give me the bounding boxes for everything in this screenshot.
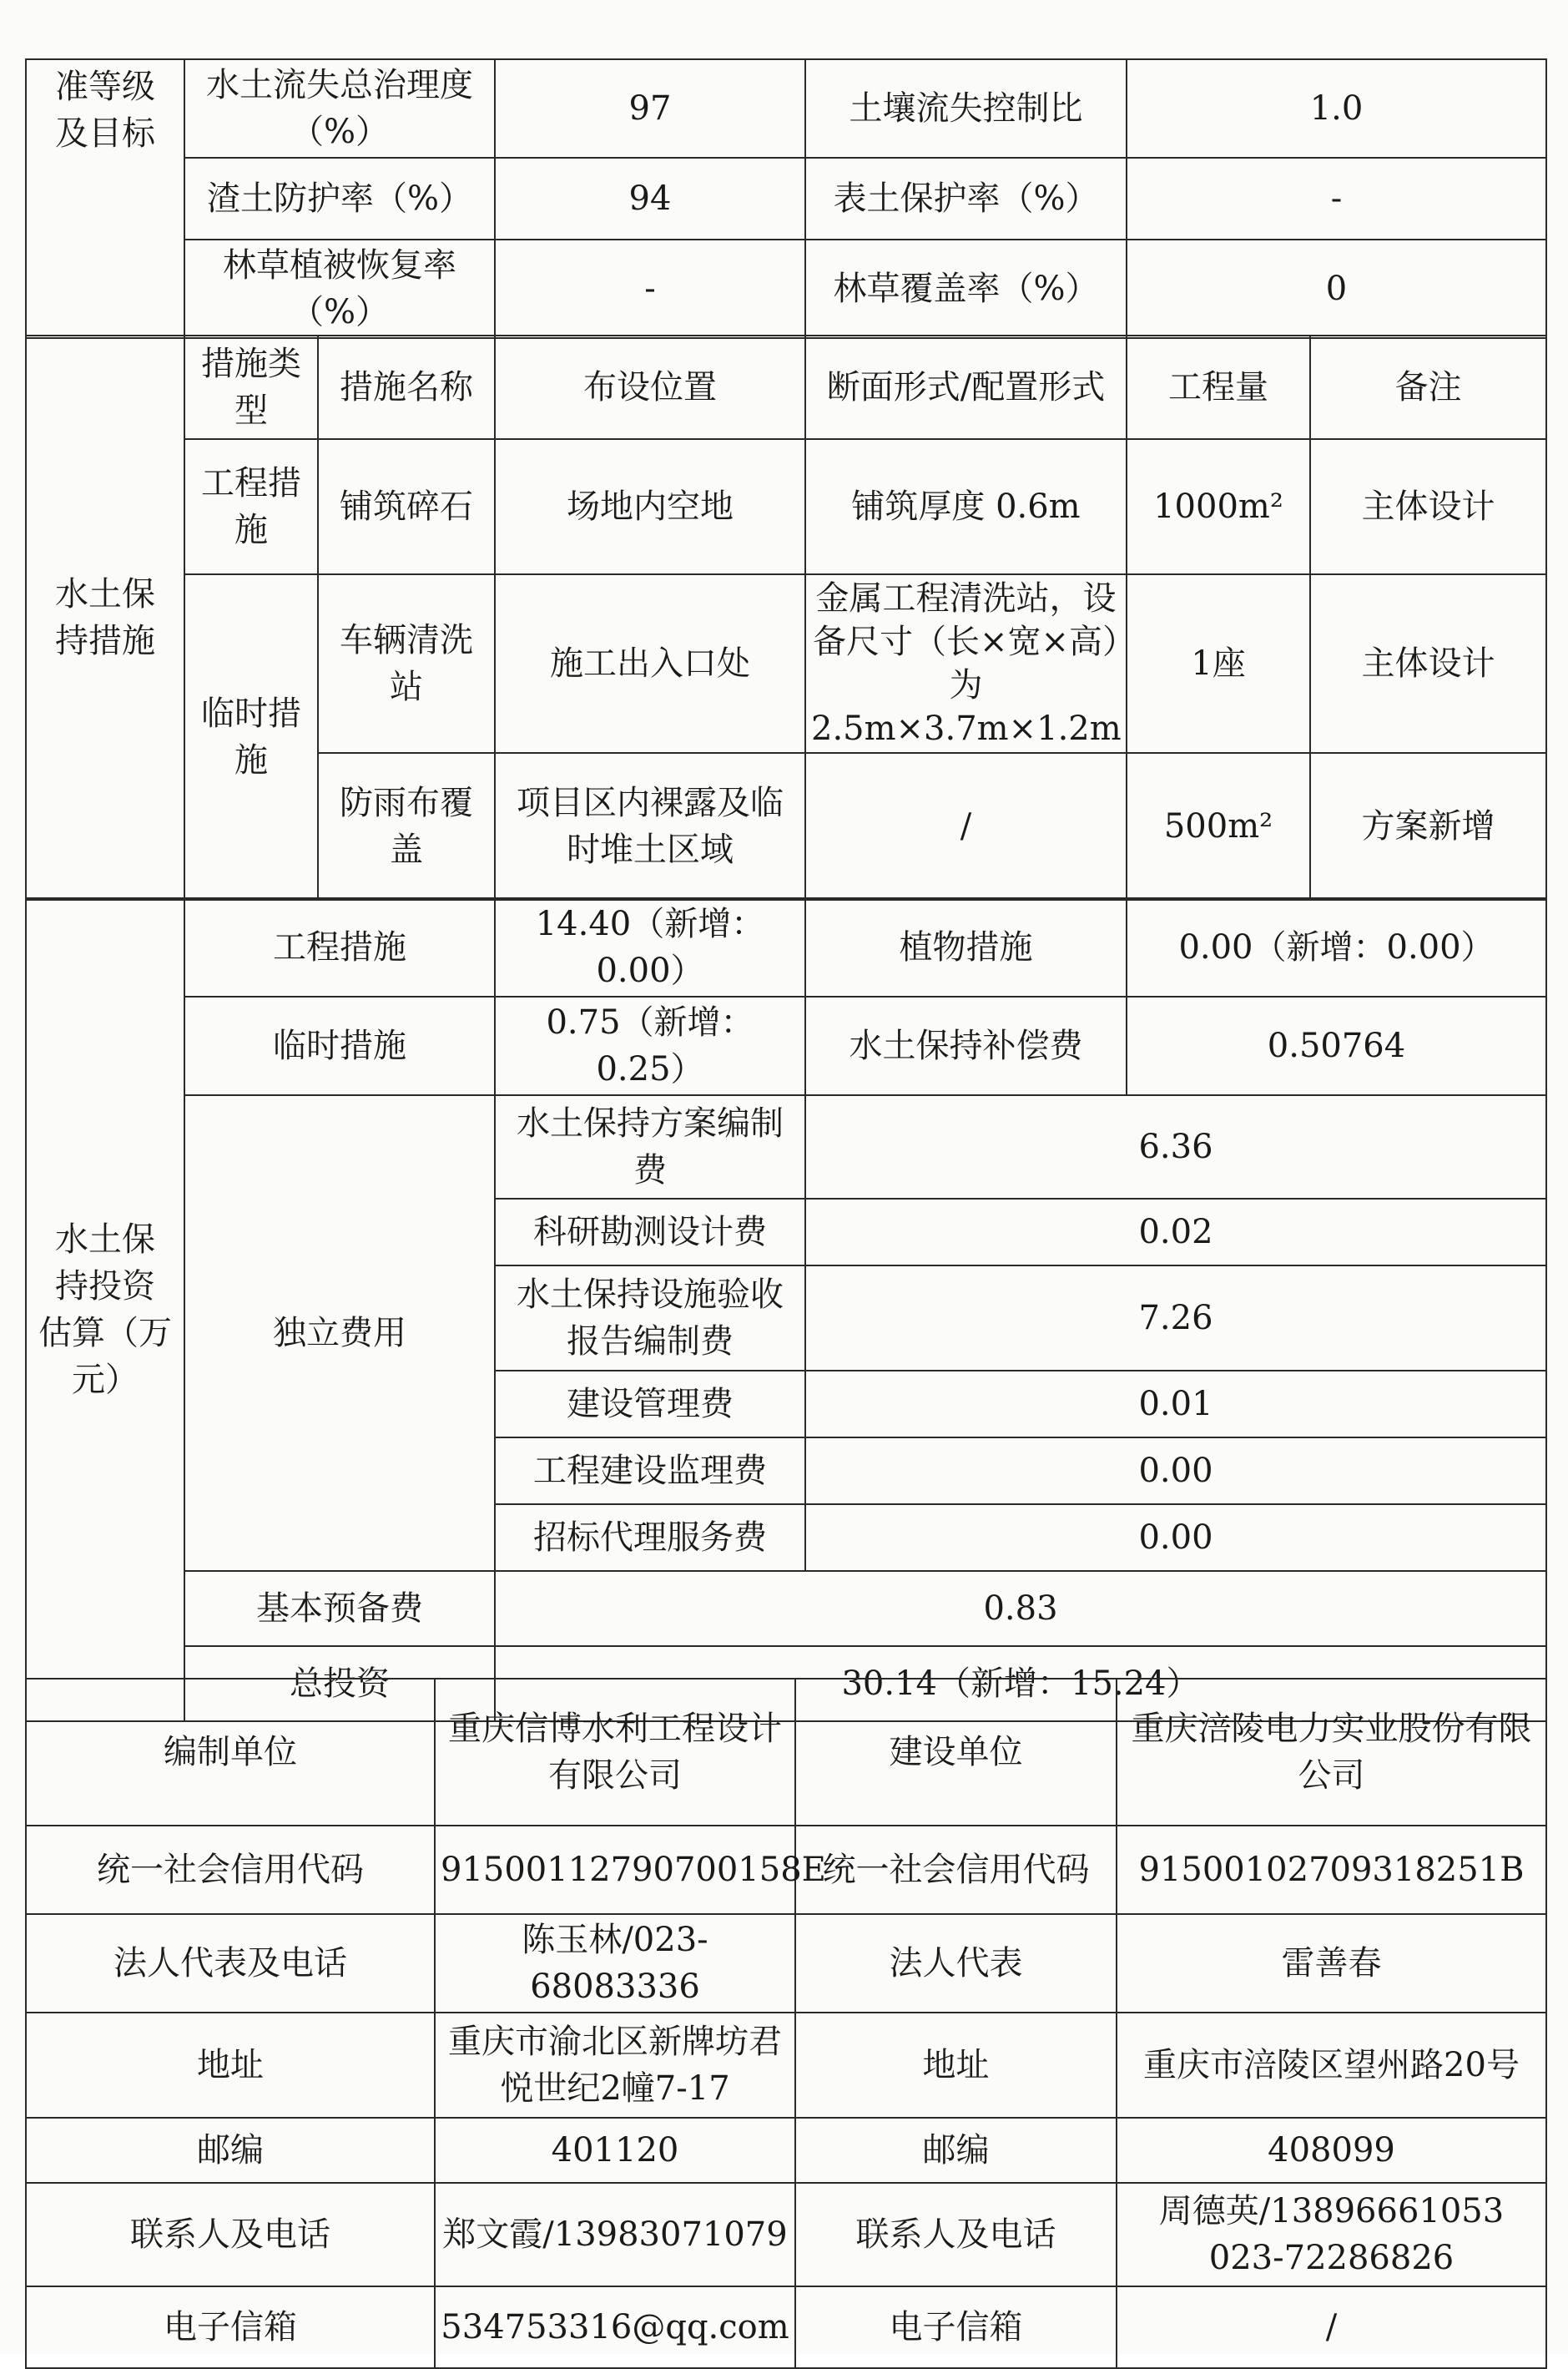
independent-item-label: 水土保持设施验收报告编制费 <box>495 1265 805 1371</box>
measure-name: 车辆清洗站 <box>318 574 495 753</box>
independent-item-value: 0.00 <box>805 1504 1546 1571</box>
header-note: 备注 <box>1310 336 1546 439</box>
contact-label: 联系人及电话 <box>26 2183 435 2286</box>
contact-label: 联系人及电话 <box>795 2183 1117 2286</box>
contact-value: 郑文霞/13983071079 <box>435 2183 795 2286</box>
contact-value: 重庆信博水利工程设计有限公司 <box>435 1679 795 1826</box>
target-value: 97 <box>495 59 805 158</box>
independent-item-value: 0.02 <box>805 1199 1546 1265</box>
reserve-label: 基本预备费 <box>184 1571 495 1646</box>
contact-value: 408099 <box>1117 2118 1546 2183</box>
measure-type: 工程措施 <box>184 439 318 574</box>
target-value: - <box>1127 158 1546 240</box>
measure-name: 防雨布覆盖 <box>318 753 495 900</box>
target-value: 94 <box>495 158 805 240</box>
contact-value: 91500102709318251B <box>1117 1826 1546 1914</box>
contact-value: 401120 <box>435 2118 795 2183</box>
investment-label: 水土保持补偿费 <box>805 997 1127 1095</box>
measure-form: 铺筑厚度 0.6m <box>805 439 1127 574</box>
contact-label: 邮编 <box>26 2118 435 2183</box>
contact-label: 邮编 <box>795 2118 1117 2183</box>
independent-item-value: 6.36 <box>805 1095 1546 1199</box>
investment-value: 0.75（新增：0.25） <box>495 997 805 1095</box>
header-name: 措施名称 <box>318 336 495 439</box>
target-value: 1.0 <box>1127 59 1546 158</box>
targets-table <box>25 58 1547 339</box>
target-value: - <box>495 240 805 338</box>
independent-item-label: 科研勘测设计费 <box>495 1199 805 1265</box>
contact-value: 91500112790700158E <box>435 1826 795 1914</box>
targets-section-label: 准等级 及目标 <box>26 59 184 338</box>
investment-value: 0.00（新增：0.00） <box>1127 898 1546 997</box>
target-label: 水土流失总治理度（%） <box>184 59 495 158</box>
investment-value: 14.40（新增：0.00） <box>495 898 805 997</box>
contact-label: 编制单位 <box>26 1679 435 1826</box>
contact-label: 电子信箱 <box>26 2286 435 2368</box>
investment-label: 临时措施 <box>184 997 495 1095</box>
measure-name: 铺筑碎石 <box>318 439 495 574</box>
contact-label: 法人代表 <box>795 1914 1117 2013</box>
measure-quantity: 1000m² <box>1127 439 1310 574</box>
contacts-table <box>25 1678 1547 2369</box>
contact-value: 重庆市涪陵区望州路20号 <box>1117 2013 1546 2118</box>
measure-type: 临时措施 <box>184 574 318 900</box>
contact-value: 重庆市渝北区新牌坊君悦世纪2幢7-17 <box>435 2013 795 2118</box>
measure-note: 主体设计 <box>1310 439 1546 574</box>
measure-location: 项目区内裸露及临时堆土区域 <box>495 753 805 900</box>
contact-value: 周德英/13896661053 023-72286826 <box>1117 2183 1546 2286</box>
header-form: 断面形式/配置形式 <box>805 336 1127 439</box>
header-quantity: 工程量 <box>1127 336 1310 439</box>
measures-table <box>25 335 1547 901</box>
investment-label: 工程措施 <box>184 898 495 997</box>
measure-location: 场地内空地 <box>495 439 805 574</box>
independent-item-label: 建设管理费 <box>495 1371 805 1437</box>
measure-note: 方案新增 <box>1310 753 1546 900</box>
measure-quantity: 500m² <box>1127 753 1310 900</box>
investment-value: 0.50764 <box>1127 997 1546 1095</box>
investment-label: 植物措施 <box>805 898 1127 997</box>
target-label: 林草植被恢复率（%） <box>184 240 495 338</box>
header-type: 措施类型 <box>184 336 318 439</box>
independent-item-label: 招标代理服务费 <box>495 1504 805 1571</box>
contact-value: 陈玉林/023-68083336 <box>435 1914 795 2013</box>
contact-label: 法人代表及电话 <box>26 1914 435 2013</box>
target-label: 渣土防护率（%） <box>184 158 495 240</box>
investment-section-label: 水土保 持投资 估算（万 元） <box>26 898 184 1721</box>
target-value: 0 <box>1127 240 1546 338</box>
measures-section-label: 水土保 持措施 <box>26 336 184 900</box>
measure-note: 主体设计 <box>1310 574 1546 753</box>
contact-label: 建设单位 <box>795 1679 1117 1826</box>
total-value: 30.14（新增：15.24） <box>495 1646 1546 1721</box>
investment-table <box>25 897 1547 1722</box>
measure-quantity: 1座 <box>1127 574 1310 753</box>
independent-item-label: 工程建设监理费 <box>495 1437 805 1504</box>
contact-label: 统一社会信用代码 <box>26 1826 435 1914</box>
contact-label: 地址 <box>26 2013 435 2118</box>
target-label: 林草覆盖率（%） <box>805 240 1127 338</box>
measure-form: / <box>805 753 1127 900</box>
target-label: 土壤流失控制比 <box>805 59 1127 158</box>
independent-label: 独立费用 <box>184 1095 495 1571</box>
reserve-value: 0.83 <box>495 1571 1546 1646</box>
independent-item-value: 0.01 <box>805 1371 1546 1437</box>
independent-item-label: 水土保持方案编制费 <box>495 1095 805 1199</box>
contact-value: 雷善春 <box>1117 1914 1546 2013</box>
target-label: 表土保护率（%） <box>805 158 1127 240</box>
header-location: 布设位置 <box>495 336 805 439</box>
contact-value: / <box>1117 2286 1546 2368</box>
contact-label: 地址 <box>795 2013 1117 2118</box>
contact-value: 534753316@qq.com <box>435 2286 795 2368</box>
contact-label: 电子信箱 <box>795 2286 1117 2368</box>
contact-label: 统一社会信用代码 <box>795 1826 1117 1914</box>
measure-form: 金属工程清洗站，设备尺寸（长×宽×高）为 2.5m×3.7m×1.2m <box>805 574 1127 753</box>
measure-location: 施工出入口处 <box>495 574 805 753</box>
independent-item-value: 0.00 <box>805 1437 1546 1504</box>
independent-item-value: 7.26 <box>805 1265 1546 1371</box>
total-label: 总投资 <box>184 1646 495 1721</box>
contact-value: 重庆涪陵电力实业股份有限公司 <box>1117 1679 1546 1826</box>
